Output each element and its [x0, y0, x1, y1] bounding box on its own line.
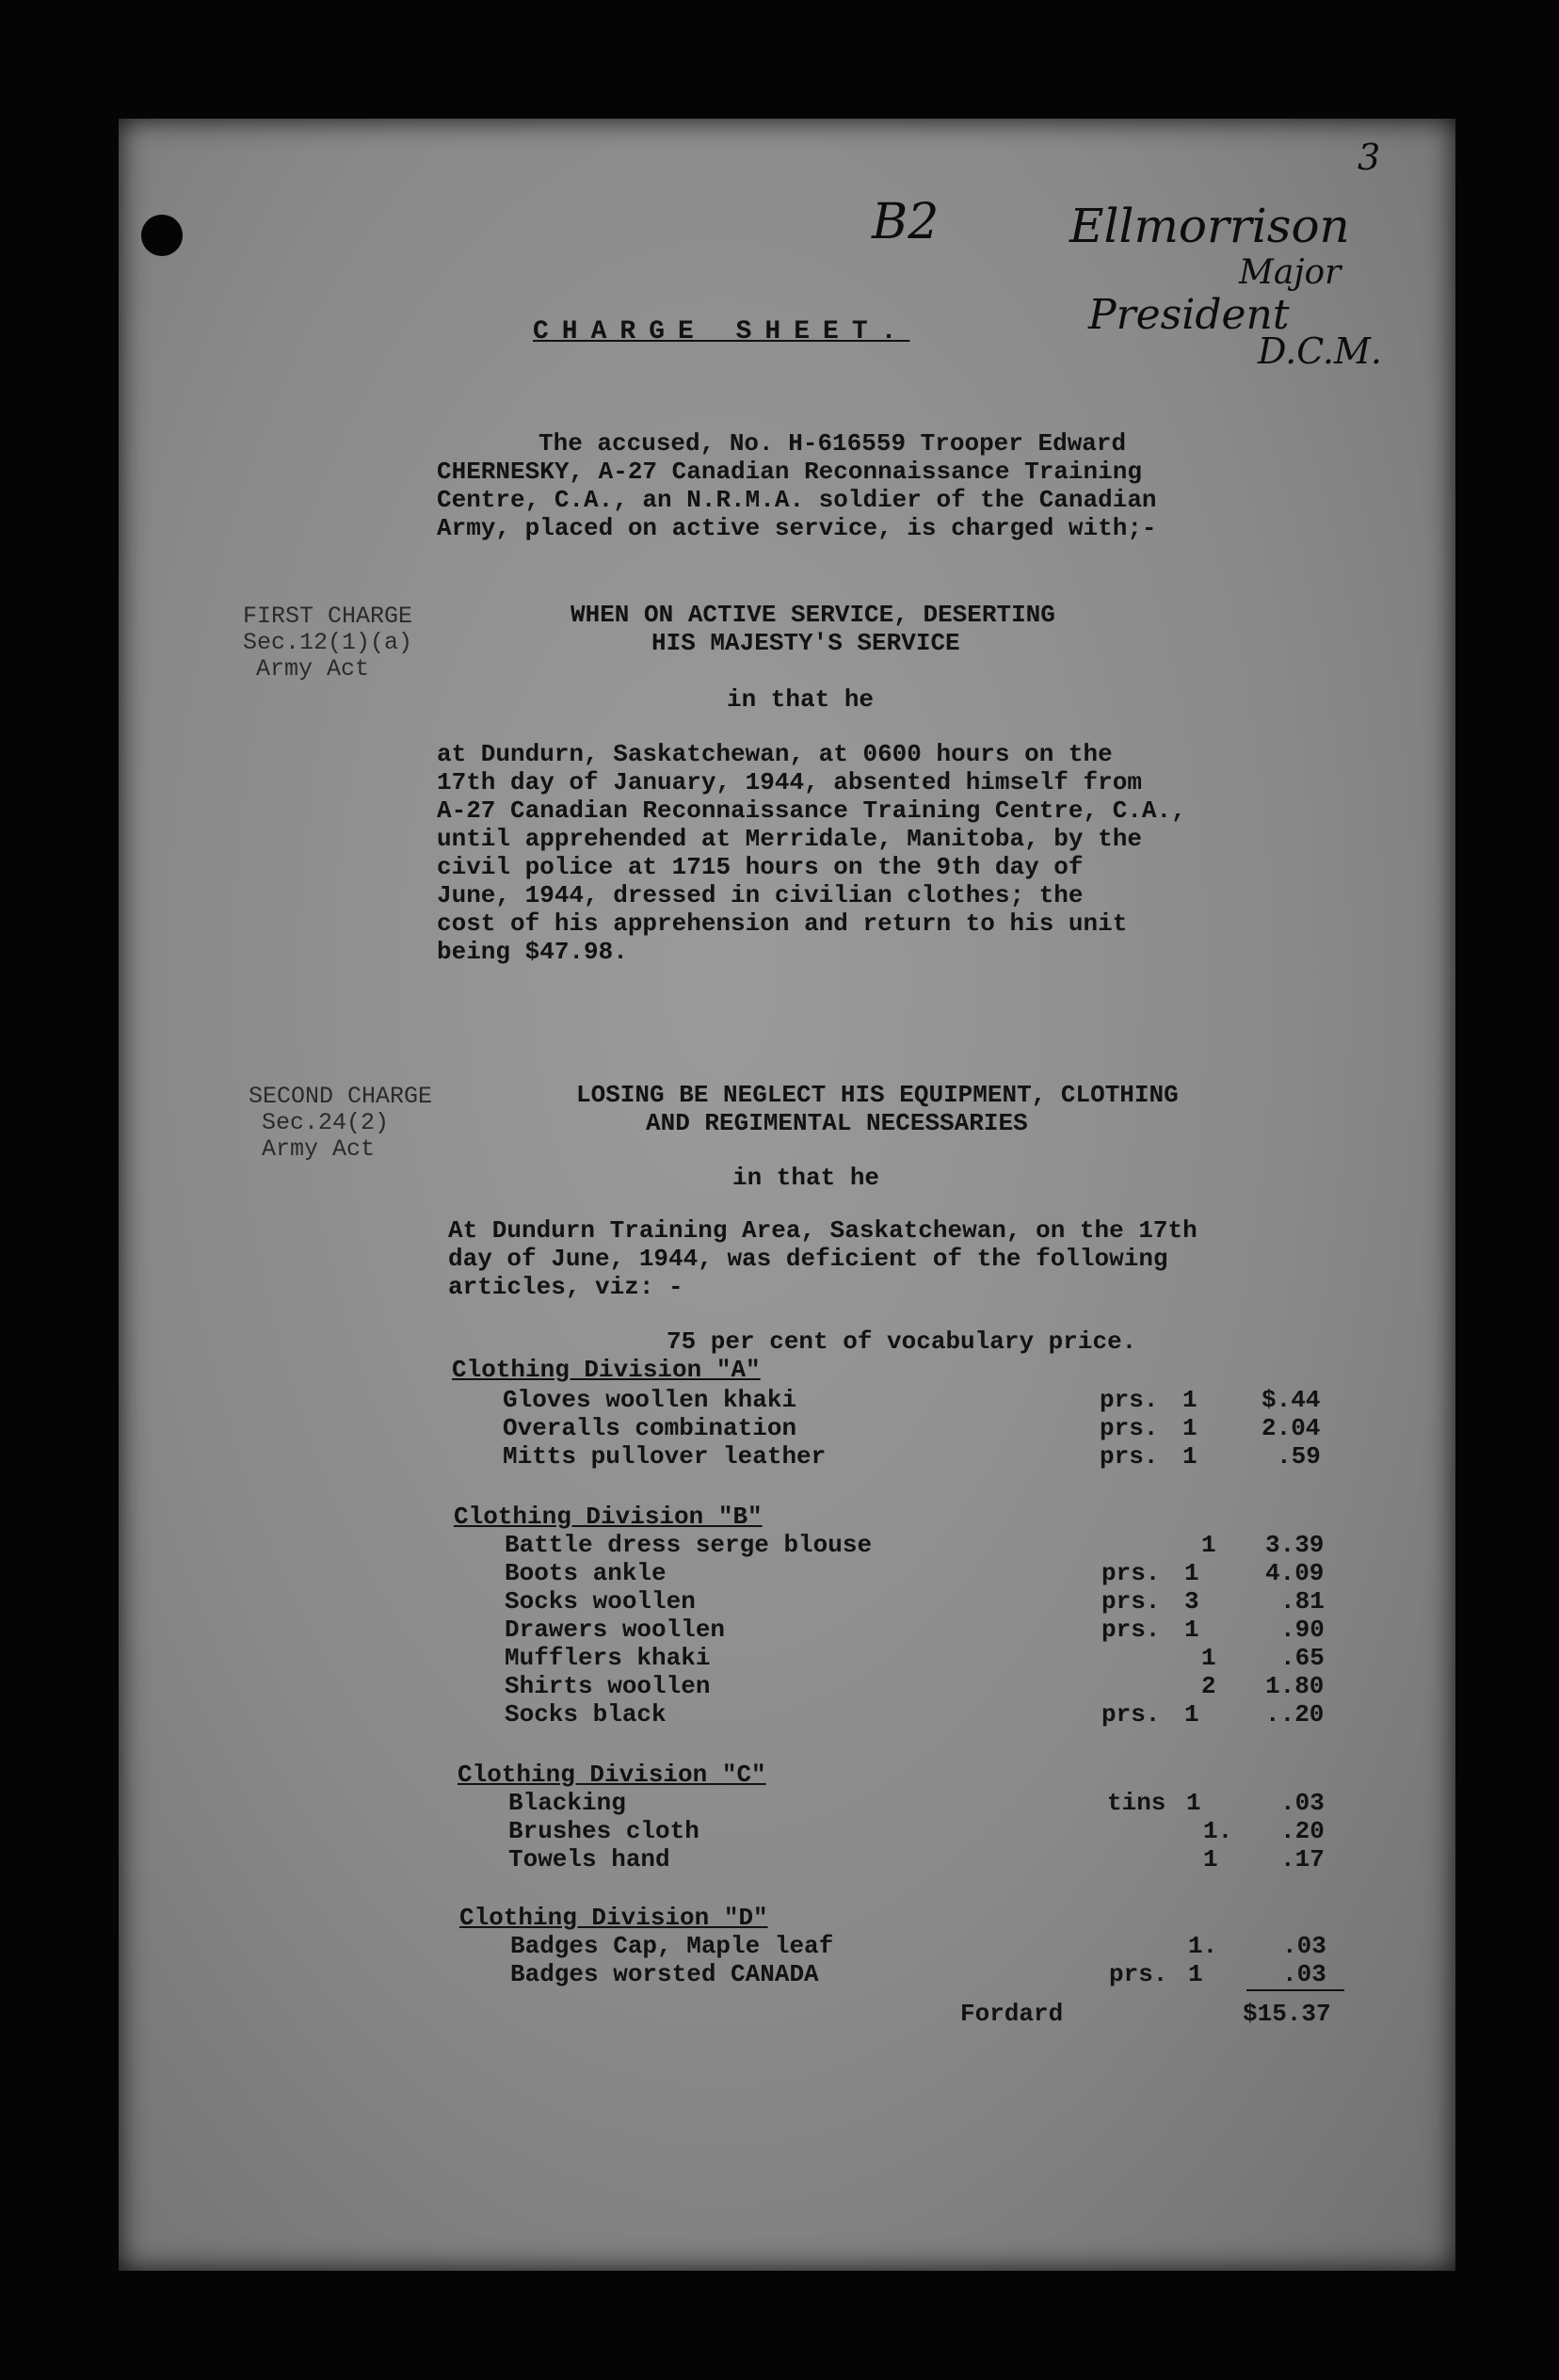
second-charge-section: Sec.24(2)	[262, 1109, 390, 1136]
item-price: .90	[1280, 1616, 1325, 1644]
item-qty: 1	[1182, 1386, 1197, 1414]
item-price: ..20	[1265, 1700, 1325, 1729]
item-name: Badges worsted CANADA	[510, 1960, 819, 1988]
item-price: .17	[1280, 1845, 1325, 1873]
item-qty: 1	[1182, 1414, 1197, 1442]
first-charge-body: cost of his apprehension and return to his unit	[437, 909, 1128, 938]
list-item	[119, 1845, 1455, 1873]
list-item	[119, 1700, 1455, 1729]
first-charge-body: June, 1944, dressed in civilian clothes; the	[437, 881, 1084, 909]
second-charge-heading: LOSING BE NEGLECT HIS EQUIPMENT, CLOTHING	[576, 1081, 1179, 1109]
first-charge-margin: FIRST CHARGE	[243, 603, 413, 630]
item-price: .03	[1280, 1789, 1325, 1817]
item-name: Overalls combination	[503, 1414, 797, 1442]
item-name: Mitts pullover leather	[503, 1442, 827, 1471]
item-name: Gloves woollen khaki	[503, 1386, 797, 1414]
second-charge-margin: SECOND CHARGE	[249, 1083, 433, 1110]
list-item	[119, 1932, 1455, 1960]
signature: Ellmorrison	[1069, 199, 1350, 253]
list-item	[119, 1817, 1455, 1845]
item-name: Mufflers khaki	[505, 1644, 711, 1672]
item-qty: 1	[1201, 1531, 1216, 1559]
court-annotation: D.C.M.	[1258, 330, 1382, 372]
item-price: .03	[1282, 1932, 1326, 1960]
first-charge-body: until apprehended at Merridale, Manitoba, by the	[437, 825, 1142, 853]
list-item	[119, 1960, 1455, 1988]
item-name: Boots ankle	[505, 1559, 667, 1587]
page-number: 3	[1358, 137, 1381, 178]
list-item	[119, 1644, 1455, 1672]
item-name: Brushes cloth	[508, 1817, 699, 1845]
item-price: 4.09	[1265, 1559, 1325, 1587]
item-qty: 1	[1203, 1845, 1218, 1873]
item-qty: 1.	[1188, 1932, 1218, 1960]
first-charge-in-that: in that he	[727, 685, 875, 714]
item-name: Drawers woollen	[505, 1616, 726, 1644]
item-name: Battle dress serge blouse	[505, 1531, 873, 1559]
division-heading: Clothing Division "A"	[452, 1356, 761, 1384]
price-note: 75 per cent of vocabulary price.	[667, 1327, 1137, 1356]
item-qty: 3	[1184, 1587, 1199, 1616]
list-item	[119, 1414, 1455, 1442]
item-qty: 1	[1184, 1559, 1199, 1587]
item-price: $.44	[1262, 1386, 1321, 1414]
list-item	[119, 1559, 1455, 1587]
item-price: .03	[1282, 1960, 1326, 1988]
first-charge-body: being $47.98.	[437, 938, 628, 966]
item-name: Blacking	[508, 1789, 626, 1817]
item-qty: 1	[1186, 1789, 1201, 1817]
first-charge-body: civil police at 1715 hours on the 9th day of	[437, 853, 1084, 881]
item-unit: tins	[1107, 1789, 1166, 1817]
list-item	[119, 1386, 1455, 1414]
first-charge-heading: WHEN ON ACTIVE SERVICE, DESERTING	[571, 601, 1055, 629]
item-qty: 1	[1182, 1442, 1197, 1471]
item-unit: prs.	[1101, 1587, 1161, 1616]
item-price: 3.39	[1265, 1531, 1325, 1559]
role-annotation: President	[1088, 291, 1290, 339]
first-charge-body: at Dundurn, Saskatchewan, at 0600 hours on the	[437, 740, 1113, 768]
item-price: .81	[1280, 1587, 1325, 1616]
item-unit: prs.	[1101, 1700, 1161, 1729]
list-item	[119, 1587, 1455, 1616]
item-name: Badges Cap, Maple leaf	[510, 1932, 834, 1960]
first-charge-body: 17th day of January, 1944, absented himself from	[437, 768, 1142, 796]
intro-line: CHERNESKY, A-27 Canadian Reconnaissance Training	[437, 458, 1142, 486]
item-price: 2.04	[1262, 1414, 1321, 1442]
item-qty: 1	[1184, 1616, 1199, 1644]
rank-annotation: Major	[1239, 253, 1342, 292]
item-price: .65	[1280, 1644, 1325, 1672]
list-item	[119, 1531, 1455, 1559]
intro-line: Centre, C.A., an N.R.M.A. soldier of the Canadian	[437, 486, 1157, 514]
division-heading: Clothing Division "D"	[459, 1904, 768, 1932]
item-name: Socks black	[505, 1700, 667, 1729]
second-charge-body: At Dundurn Training Area, Saskatchewan, on the 17th	[448, 1216, 1197, 1245]
item-name: Socks woollen	[505, 1587, 696, 1616]
item-unit: prs.	[1101, 1616, 1161, 1644]
first-charge-heading: HIS MAJESTY'S SERVICE	[651, 629, 960, 657]
intro-line: Army, placed on active service, is charged with;-	[437, 514, 1157, 542]
second-charge-heading: AND REGIMENTAL NECESSARIES	[646, 1109, 1028, 1137]
item-unit: prs.	[1100, 1414, 1159, 1442]
list-item	[119, 1442, 1455, 1471]
item-unit: prs.	[1100, 1442, 1159, 1471]
code-annotation: B2	[872, 194, 940, 250]
first-charge-body: A-27 Canadian Reconnaissance Training Centre, C.A.,	[437, 796, 1186, 825]
item-unit: prs.	[1100, 1386, 1159, 1414]
second-charge-body: articles, viz: -	[448, 1273, 683, 1301]
division-heading: Clothing Division "B"	[454, 1503, 763, 1531]
list-item	[119, 1789, 1455, 1817]
item-qty: 1	[1188, 1960, 1203, 1988]
item-name: Shirts woollen	[505, 1672, 711, 1700]
first-charge-section: Sec.12(1)(a)	[243, 629, 413, 656]
list-item	[119, 1616, 1455, 1644]
division-heading: Clothing Division "C"	[458, 1761, 766, 1789]
item-qty: 1	[1184, 1700, 1199, 1729]
item-qty: 1	[1201, 1644, 1216, 1672]
item-name: Towels hand	[508, 1845, 670, 1873]
item-price: .20	[1280, 1817, 1325, 1845]
second-charge-in-that: in that he	[732, 1164, 880, 1192]
second-charge-act: Army Act	[262, 1135, 376, 1163]
intro-line: The accused, No. H-616559 Trooper Edward	[538, 429, 1127, 458]
item-price: 1.80	[1265, 1672, 1325, 1700]
punch-hole	[141, 215, 183, 256]
item-qty: 1.	[1203, 1817, 1233, 1845]
first-charge-act: Army Act	[256, 655, 370, 683]
list-item	[119, 1672, 1455, 1700]
item-unit: prs.	[1101, 1559, 1161, 1587]
total-rule	[1246, 1989, 1344, 1991]
second-charge-body: day of June, 1944, was deficient of the following	[448, 1245, 1168, 1273]
item-price: .59	[1277, 1442, 1321, 1471]
item-unit: prs.	[1109, 1960, 1168, 1988]
item-qty: 2	[1201, 1672, 1216, 1700]
forward-label: Fordard	[960, 2000, 1064, 2028]
forward-total: $15.37	[1243, 2000, 1331, 2028]
document-page	[119, 119, 1455, 2271]
page-title: CHARGE SHEET.	[533, 317, 910, 346]
